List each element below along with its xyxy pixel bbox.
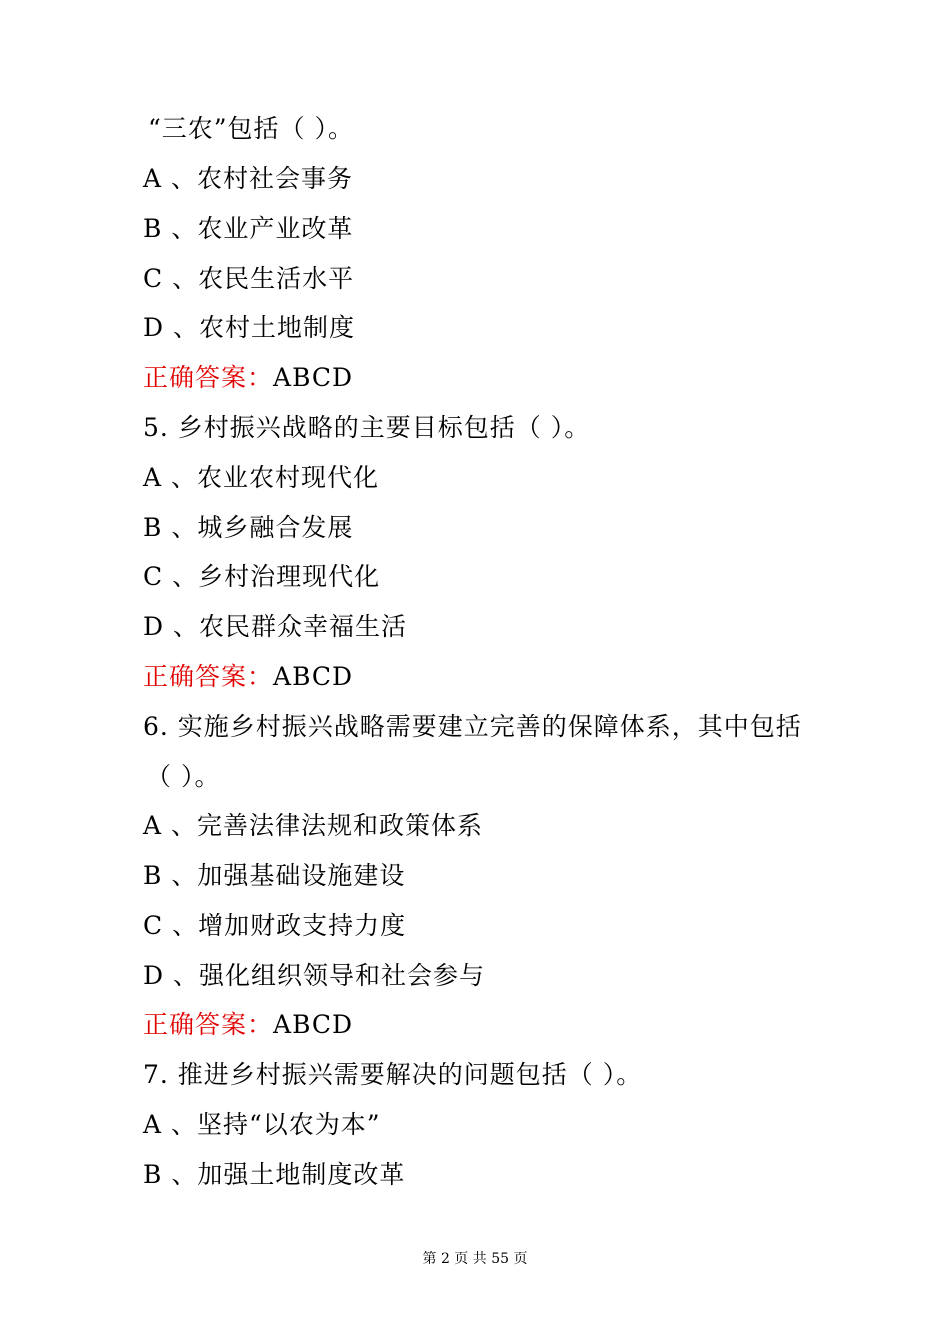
question-stem: “三农”包括（ ）。 <box>148 114 355 143</box>
answer-value: ABCD <box>273 1010 354 1039</box>
option-d: D 、农村土地制度 <box>143 313 355 342</box>
option-d: D 、强化组织领导和社会参与 <box>143 961 485 990</box>
question-stem: 5. 乡村振兴战略的主要目标包括（ ）。 <box>143 413 591 442</box>
option-c: C 、乡村治理现代化 <box>143 562 381 591</box>
question-stem: 6. 实施乡村振兴战略需要建立完善的保障体系，其中包括 <box>143 712 802 741</box>
answer-value: ABCD <box>273 363 354 392</box>
answer-label: 正确答案： <box>143 1010 274 1039</box>
correct-answer <box>143 661 353 693</box>
answer-label: 正确答案： <box>143 662 274 691</box>
option-b: B 、加强基础设施建设 <box>143 861 406 890</box>
option-a: A 、农业农村现代化 <box>143 463 380 492</box>
option-b: B 、城乡融合发展 <box>143 513 354 542</box>
option-a: A 、农村社会事务 <box>143 164 354 193</box>
correct-answer <box>143 362 353 394</box>
option-a: A 、完善法律法规和政策体系 <box>143 811 484 840</box>
option-d: D 、农民群众幸福生活 <box>143 612 407 641</box>
option-c: C 、增加财政支持力度 <box>143 911 407 940</box>
option-b: B 、加强土地制度改革 <box>143 1160 406 1189</box>
question-stem: 7. 推进乡村振兴需要解决的问题包括（ ）。 <box>143 1060 643 1089</box>
page-footer <box>0 1250 950 1268</box>
answer-value: ABCD <box>273 662 354 691</box>
page-number: 第 2 页 共 55 页 <box>422 1251 528 1267</box>
answer-label: 正确答案： <box>143 363 274 392</box>
question-stem-continued: （ ）。 <box>146 762 221 791</box>
option-c: C 、农民生活水平 <box>143 264 355 293</box>
correct-answer <box>143 1009 353 1041</box>
option-a: A 、坚持“以农为本” <box>143 1110 381 1139</box>
option-b: B 、农业产业改革 <box>143 214 354 243</box>
